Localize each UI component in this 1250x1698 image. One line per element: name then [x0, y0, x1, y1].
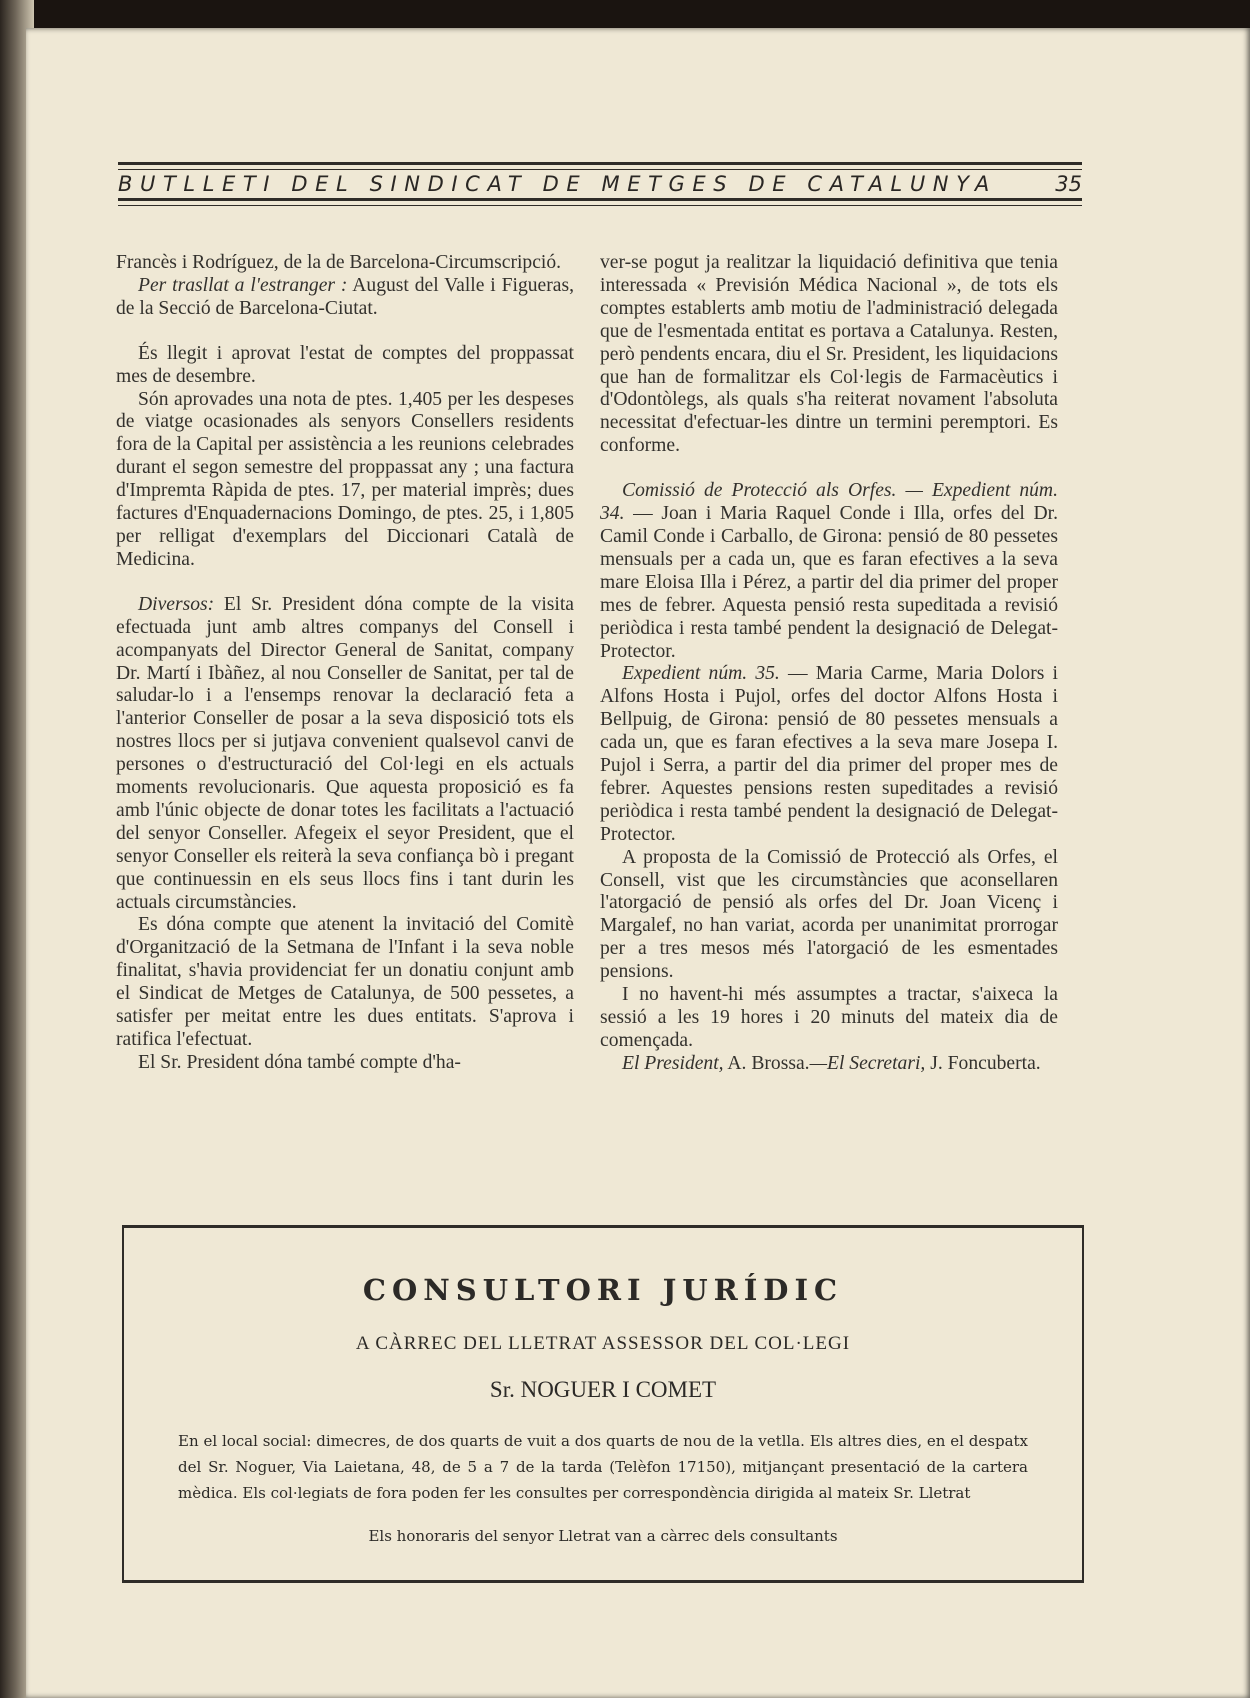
rule [118, 169, 1082, 170]
section-label: Diversos: [138, 593, 215, 615]
paragraph: El Sr. President dóna també compte d'ha- [138, 1051, 461, 1073]
rule [118, 198, 1082, 201]
role-label: —El Secretari, [809, 1052, 926, 1074]
section-label: Comissió de Protecció als Orfes. — Expedient núm. 34. [600, 480, 1058, 525]
paragraph-text: El Sr. President dóna compte de la visita efectuada junt amb altres companys del Consell i acompanyats del Director General de Sanitat, company Dr. Martí i Ibàñez, al nou Conseller de Sanitat, per tal de saludar-lo i a l'ensemps renovar la declaració feta a l'anterior Conseller de posar a la seva disposició tots els nostres llocs per si jutjava convenient qualsevol canvi de persones o d'estructuració del Col·legi en els actuals moments revolucionaris. Que aquesta proposició es fa amb l'únic objecte de donar totes les facilitats a l'actuació del senyor Conseller. Afegeix el seyor President, que el senyor Conseller els reiterà la seva confiança bò i pregant que continuessin en els seus llocs fins i tant durin les actuals circumstàncies. [116, 593, 574, 913]
signatory-name: A. Brossa. [723, 1052, 810, 1074]
paragraph [600, 663, 1058, 846]
box-rule-top [122, 1225, 1084, 1228]
paragraph: A proposta de la Comissió de Protecció als Orfes, el Consell, vist que les circumstàncies que aconsellaren l'atorgació de pensió als orfes del Dr. Joan Vicenç i Margalef, no han variat, acorda per unanimitat prorrogar per a tres mesos més l'atorgació de les esmentades pensions. [600, 846, 1058, 983]
page-number: 35 [1055, 172, 1082, 196]
box-subtitle: A CÀRREC DEL LLETRAT ASSESSOR DEL COL·LEGI [355, 1333, 851, 1354]
rule [118, 162, 1082, 165]
paragraph-text: — Maria Carme, Maria Dolors i Alfons Hosta i Pujol, orfes del doctor Alfons Hosta i Bellpuig, de Girona: pensió de 80 pessetes mensuals a cada un, que es faran efectives a la seva mare Josepa I. Pujol i Serra, a partir del dia primer del proper mes de febrer. Aquestes pensions resten supeditades a revisió periòdica i resta també pendent la designació de Delegat-Protector. [600, 663, 1058, 845]
paragraph-text: — Joan i Maria Raquel Conde i Illa, orfes del Dr. Camil Conde i Carballo, de Girona: pensió de 80 pessetes mensuals per a cada un, que es faran efectives a la seva mare Eloisa Illa i Pérez, a partir del dia primer del proper mes de febrer. Aquesta pensió resta supeditada a revisió periòdica i resta també pendent la designació de Delegat-Protector. [600, 503, 1058, 662]
box-rule-bottom [122, 1580, 1084, 1583]
right-column [600, 252, 1058, 1076]
rule [118, 205, 1082, 206]
document-page [26, 28, 1250, 1698]
paragraph: I no havent-hi més assumptes a tractar, s'aixeca la sessió a les 19 hores i 20 minuts del mateix dia de començada. [600, 984, 1058, 1051]
paragraph: Francès i Rodríguez, de la de Barcelona-Circumscripció. [116, 252, 562, 273]
paragraph: És llegit i aprovat l'estat de comptes del proppassat mes de desembre. [116, 342, 574, 387]
section-label: Per trasllat a l'estranger : [138, 274, 348, 296]
role-label: El President, [622, 1052, 724, 1074]
left-column [116, 252, 574, 1075]
running-head [118, 136, 1082, 226]
lawyer-name: Sr. NOGUER I COMET [489, 1377, 717, 1402]
paragraph: Són aprovades una nota de ptes. 1,405 per les despeses de viatge ocasionades als senyors Consellers residents fora de la Capital per assistència a les reunions celebrades durant el segon semestre del proppassat any ; una factura d'Impremta Ràpida de ptes. 17, per material imprès; dues factures d'Enquadernacions Domingo, de ptes. 25, i 1,805 per relligat d'exemplars del Diccionari Català de Medicina. [116, 388, 574, 570]
consultori-box [122, 1225, 1084, 1583]
box-body: En el local social: dimecres, de dos quarts de vuit a dos quarts de nou de la vetlla. Els altres dies, en el despatx del Sr. Noguer, Via Laietana, 48, de 5 a 7 de la tarda (Telèfon 17150), mitjançant presentació de la cartera mèdica. Els col·legiats de fora poden fer les consultes per correspondència dirigida al mateix Sr. Lletrat [178, 1432, 1028, 1502]
paragraph [116, 594, 574, 915]
box-title: CONSULTORI JURÍDIC [362, 1273, 844, 1307]
section-label: Expedient núm. 35. [622, 663, 780, 685]
paragraph-text: August del Valle i Figueras, de la Secció de Barcelona-Ciutat. [116, 274, 574, 319]
signatures [600, 1053, 1058, 1076]
journal-title: BUTLLETI DEL SINDICAT DE METGES DE CATALUNYA [118, 172, 997, 196]
paragraph [600, 480, 1058, 663]
paragraph: Es dóna compte que atenent la invitació del Comitè d'Organització de la Setmana de l'Infant i la seva noble finalitat, s'havia providenciat fer un donatiu conjunt amb el Sindicat de Metges de Catalunya, de 500 pessetes, a satisfer per meitat entre les dues entitats. S'aprova i ratifica l'efectuat. [116, 914, 574, 1050]
paragraph [116, 275, 574, 321]
paragraph: ver-se pogut ja realitzar la liquidació definitiva que tenia interessada « Previsión Médica Nacional », de tots els comptes establerts amb motiu de l'administració delegada que de l'esmentada entitat es portava a Catalunya. Resten, però pendents encara, diu el Sr. President, les liquidacions que han de formalitzar els Col·legis de Farmacèutics i d'Odontòlegs, als quals s'ha reiterat novament l'absoluta necessitat d'efectuar-les dintre un termini peremptori. Es conforme. [600, 252, 1058, 457]
box-footer: Els honoraris del senyor Lletrat van a càrrec dels consultants [368, 1527, 838, 1545]
signatory-name: J. Foncuberta. [925, 1052, 1041, 1074]
